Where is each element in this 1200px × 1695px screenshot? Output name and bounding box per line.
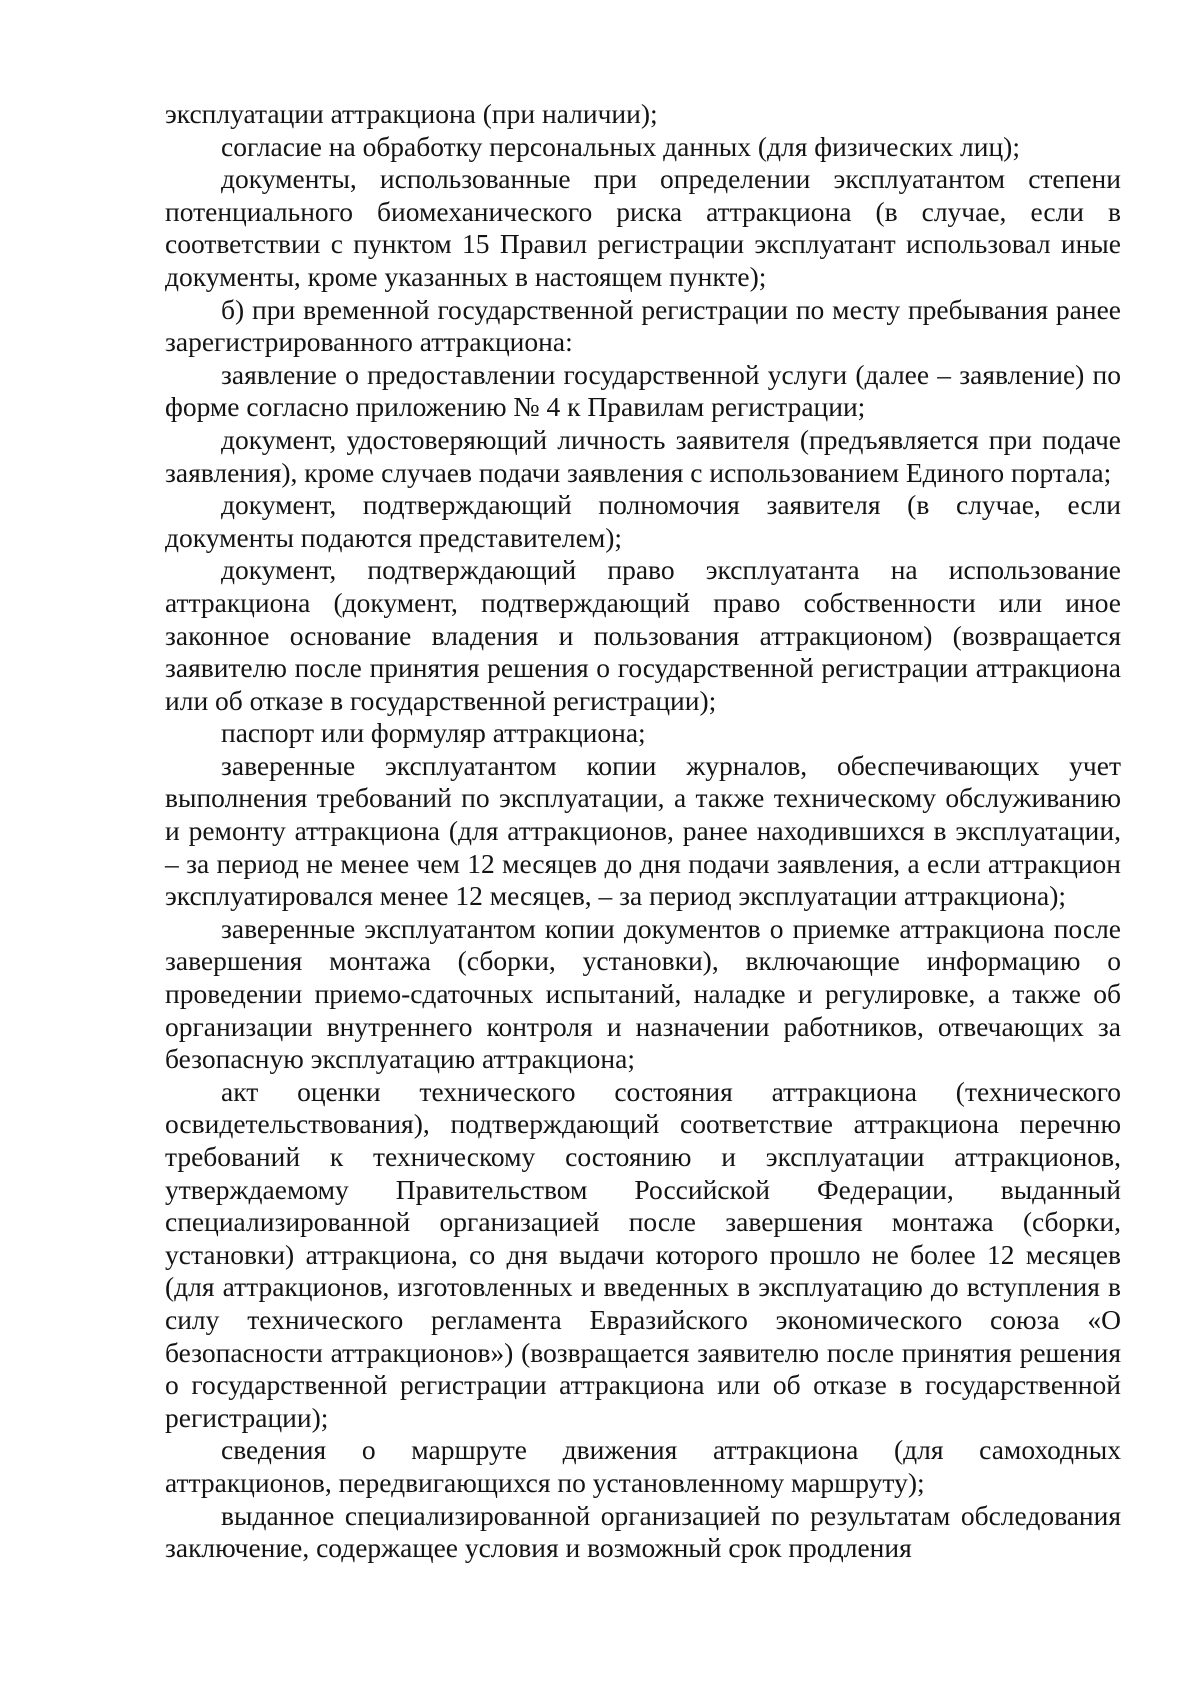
paragraph: акт оценки технического состояния аттракциона (технического освидетельствования), подтверждающий соответствие аттракциона перечню требований к техническому состоянию и эксплуатации аттракционов, утверждаемому Правительством Российской Федерации, выданный специализированной организацией после завершения монтажа (сборки, установки) аттракциона, со дня выдачи которого прошло не более 12 месяцев (для аттракционов, изготовленных и введенных в эксплуатацию до вступления в силу технического регламента Евразийского экономического союза «О безопасности аттракционов») (возвращается заявителю после принятия решения о государственной регистрации аттракциона или об отказе в государственной регистрации); [165, 1075, 1121, 1433]
paragraph: документ, подтверждающий полномочия заявителя (в случае, если документы подаются представителем); [165, 489, 1121, 553]
paragraph: документы, использованные при определении эксплуатантом степени потенциального биомеханического риска аттракциона (в случае, если в соответствии с пунктом 15 Правил регистрации эксплуатант использовал иные документы, кроме указанных в настоящем пункте); [165, 163, 1121, 292]
document-body [165, 98, 1121, 1565]
paragraph-continuation: эксплуатации аттракциона (при наличии); [165, 98, 658, 129]
paragraph: документ, удостоверяющий личность заявителя (предъявляется при подаче заявления), кроме случаев подачи заявления с использованием Единого портала; [165, 423, 1121, 488]
paragraph: выданное специализированной организацией по результатам обследования заключение, содержащее условия и возможный срок продления [165, 1499, 1121, 1564]
paragraph: паспорт или формуляр аттракциона; [221, 717, 646, 749]
paragraph: б) при временной государственной регистрации по месту пребывания ранее зарегистрированного аттракциона: [165, 293, 1121, 358]
paragraph: сведения о маршруте движения аттракциона (для самоходных аттракционов, передвигающихся по установленному маршруту); [165, 1434, 1121, 1498]
paragraph: согласие на обработку персональных данных (для физических лиц); [221, 130, 1020, 162]
paragraph: заверенные эксплуатантом копии журналов, обеспечивающих учет выполнения требований по эксплуатации, а также техническому обслуживанию и ремонту аттракциона (для аттракционов, ранее находившихся в эксплуатации, – за период не менее чем 12 месяцев до дня подачи заявления, а если аттракцион эксплуатировался менее 12 месяцев, – за период эксплуатации аттракциона); [165, 749, 1121, 912]
paragraph: заявление о предоставлении государственной услуги (далее – заявление) по форме согласно приложению № 4 к Правилам регистрации; [165, 358, 1121, 423]
paragraph: заверенные эксплуатантом копии документов о приемке аттракциона после завершения монтажа (сборки, установки), включающие информацию о проведении приемо-сдаточных испытаний, наладке и регулировке, а также об организации внутреннего контроля и назначении работников, отвечающих за безопасную эксплуатацию аттракциона; [165, 912, 1121, 1075]
paragraph: документ, подтверждающий право эксплуатанта на использование аттракциона (документ, подтверждающий право собственности или иное законное основание владения и пользования аттракционом) (возвращается заявителю после принятия решения о государственной регистрации аттракциона или об отказе в государственной регистрации); [165, 554, 1121, 716]
